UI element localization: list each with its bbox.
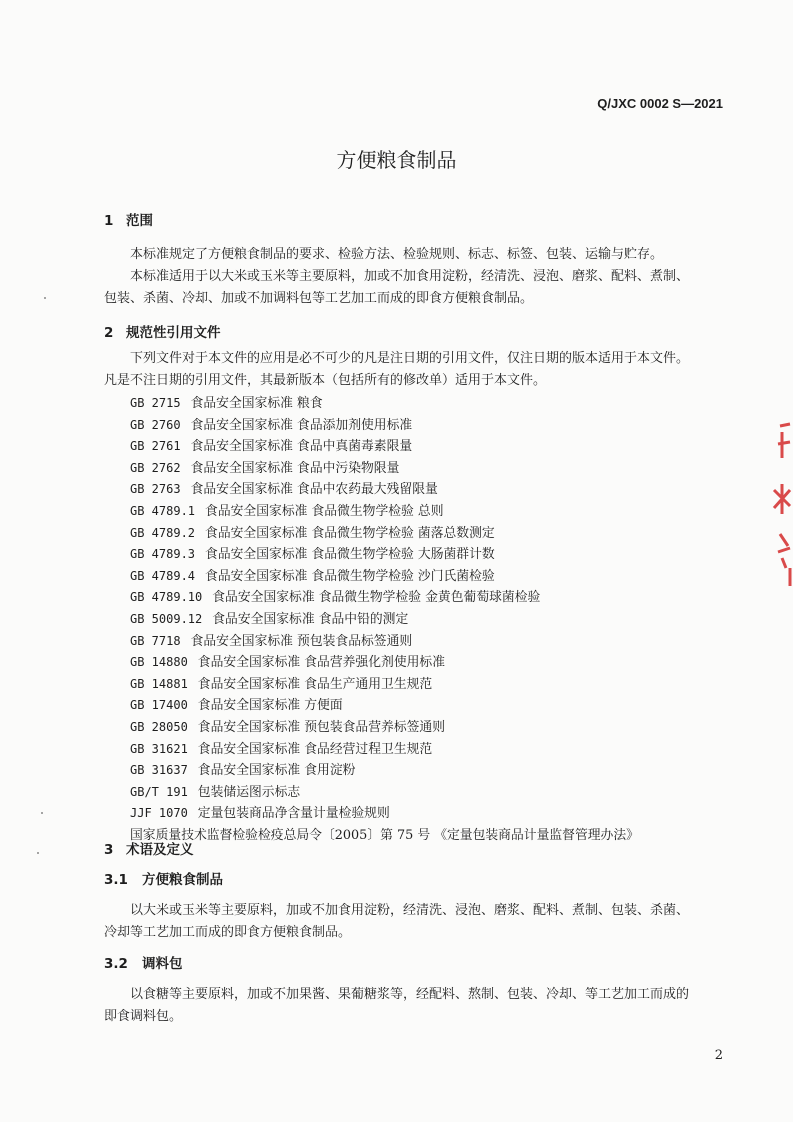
section-title: 调料包 <box>142 956 183 972</box>
reference-item <box>130 782 639 804</box>
section-number: 2 <box>104 325 114 341</box>
paragraph-text: 凡是不注日期的引用文件，其最新版本（包括所有的修改单）适用于本文件。 <box>104 373 547 388</box>
reference-item <box>130 609 639 631</box>
reference-item <box>130 458 639 480</box>
reference-item <box>130 566 639 588</box>
reference-item <box>130 695 639 717</box>
reference-item <box>130 544 639 566</box>
reference-title: 食品安全国家标准 食品中真菌毒素限量 <box>190 439 413 455</box>
paragraph-text: 本标准适用于以大米或玉米等主要原料，加或不加食用淀粉，经清洗、浸泡、磨浆、配料、煮制、 <box>130 269 690 284</box>
reference-code: GB 7718 <box>130 633 181 648</box>
reference-code: GB 5009.12 <box>130 611 203 626</box>
reference-code: GB 4789.1 <box>130 503 196 518</box>
scope-paragraph-1 <box>104 244 734 266</box>
reference-item <box>130 760 639 782</box>
reference-code: GB 2715 <box>130 396 181 410</box>
reference-title: 食品安全国家标准 食品营养强化剂使用标准 <box>197 655 446 671</box>
section-number: 3.2 <box>104 956 128 972</box>
paragraph-text: 下列文件对于本文件的应用是必不可少的凡是注日期的引用文件，仅注日期的版本适用于本文件。 <box>130 351 690 366</box>
page-title: 方便粮食制品 <box>336 148 457 172</box>
reference-item <box>130 631 639 653</box>
paragraph-text: 本标准规定了方便粮食制品的要求、检验方法、检验规则、标志、标签、包装、运输与贮存。 <box>130 247 664 262</box>
section-number: 1 <box>104 213 114 229</box>
reference-title: 食品安全国家标准 食品微生物学检验 大肠菌群计数 <box>205 547 495 563</box>
reference-code: GB 14880 <box>130 655 188 670</box>
section-title: 规范性引用文件 <box>126 325 221 341</box>
reference-code: GB 14881 <box>130 676 188 691</box>
reference-code: GB/T 191 <box>130 784 188 799</box>
reference-title: 食品安全国家标准 方便面 <box>197 698 343 714</box>
reference-title: 食品安全国家标准 预包装食品营养标签通则 <box>197 719 446 735</box>
reference-code: GB 4789.10 <box>130 590 203 605</box>
reference-item <box>130 825 639 847</box>
reference-item <box>130 415 639 437</box>
reference-code: GB 17400 <box>130 698 188 713</box>
reference-title: 食品安全国家标准 食品中农药最大残留限量 <box>190 482 438 498</box>
reference-item <box>130 393 639 415</box>
reference-code: GB 31637 <box>130 763 188 778</box>
section-title: 术语及定义 <box>126 842 194 858</box>
reference-code: JJF 1070 <box>130 806 188 821</box>
reference-code: GB 2761 <box>130 439 181 454</box>
seal-stamp-icon <box>760 418 793 588</box>
reference-title: 食品安全国家标准 食品中污染物限量 <box>190 460 400 476</box>
scope-paragraph-2 <box>104 266 734 310</box>
scan-mark <box>41 812 43 814</box>
scan-mark <box>37 852 39 854</box>
section-1-heading <box>104 209 153 229</box>
reference-title: 包装储运图示标志 <box>197 784 301 800</box>
reference-item <box>130 652 639 674</box>
reference-code: GB 2762 <box>130 460 181 475</box>
reference-title: 食品安全国家标准 食品微生物学检验 总则 <box>205 503 444 519</box>
reference-item <box>130 674 639 696</box>
section-2-heading <box>104 321 221 341</box>
paragraph-text: 即食调料包。 <box>104 1009 183 1024</box>
reference-item <box>130 436 639 458</box>
reference-code: GB 4789.4 <box>130 568 196 583</box>
reference-code: GB 31621 <box>130 741 188 756</box>
reference-title: 食品安全国家标准 食品中铅的测定 <box>212 611 409 627</box>
reference-title: 定量包装商品净含量计量检验规则 <box>197 806 390 822</box>
definition-3-2 <box>104 984 734 1028</box>
reference-code: GB 28050 <box>130 719 188 734</box>
reference-item <box>130 523 639 545</box>
reference-item <box>130 717 639 739</box>
reference-item <box>130 587 639 609</box>
section-3-1-heading <box>104 868 223 888</box>
reference-code: GB 2763 <box>130 482 181 497</box>
paragraph-text: 以大米或玉米等主要原料，加或不加食用淀粉，经清洗、浸泡、磨浆、配料、煮制、包装、杀菌、 <box>130 903 690 918</box>
reference-title: 国家质量技术监督检验检疫总局令〔2005〕第 75 号 《定量包装商品计量监督管理办法》 <box>130 827 639 843</box>
paragraph-text: 以食糖等主要原料，加或不加果酱、果葡糖浆等，经配料、熬制、包装、冷却、等工艺加工而成的 <box>130 987 690 1002</box>
reference-item <box>130 479 639 501</box>
section-3-2-heading <box>104 952 183 972</box>
references-list <box>130 393 639 846</box>
reference-item <box>130 501 639 523</box>
scan-mark <box>44 297 46 299</box>
reference-code: GB 2760 <box>130 417 181 432</box>
reference-item <box>130 803 639 825</box>
reference-title: 食品安全国家标准 食品生产通用卫生规范 <box>197 676 433 692</box>
reference-code: GB 4789.2 <box>130 525 196 540</box>
reference-title: 食品安全国家标准 粮食 <box>190 396 323 411</box>
paragraph-text: 包装、杀菌、冷却、加或不加调料包等工艺加工而成的即食方便粮食制品。 <box>104 291 534 306</box>
page-number: 2 <box>714 1048 723 1063</box>
section-3-heading <box>104 838 194 858</box>
section-title: 方便粮食制品 <box>142 872 223 888</box>
section-number: 3 <box>104 842 114 858</box>
definition-3-1 <box>104 900 734 944</box>
reference-title: 食品安全国家标准 食品微生物学检验 菌落总数测定 <box>205 525 495 541</box>
reference-title: 食品安全国家标准 食品添加剂使用标准 <box>190 417 413 433</box>
reference-title: 食品安全国家标准 食用淀粉 <box>197 763 356 779</box>
references-intro <box>104 348 734 392</box>
reference-title: 食品安全国家标准 食品微生物学检验 金黄色葡萄球菌检验 <box>212 590 541 606</box>
reference-code: GB 4789.3 <box>130 547 196 562</box>
section-title: 范围 <box>126 213 153 229</box>
reference-item <box>130 739 639 761</box>
reference-title: 食品安全国家标准 预包装食品标签通则 <box>190 633 413 649</box>
reference-title: 食品安全国家标准 食品经营过程卫生规范 <box>197 741 433 757</box>
document-number: Q/JXC 0002 S—2021 <box>597 96 723 111</box>
section-number: 3.1 <box>104 872 128 888</box>
reference-title: 食品安全国家标准 食品微生物学检验 沙门氏菌检验 <box>205 568 495 584</box>
paragraph-text: 冷却等工艺加工而成的即食方便粮食制品。 <box>104 925 352 940</box>
